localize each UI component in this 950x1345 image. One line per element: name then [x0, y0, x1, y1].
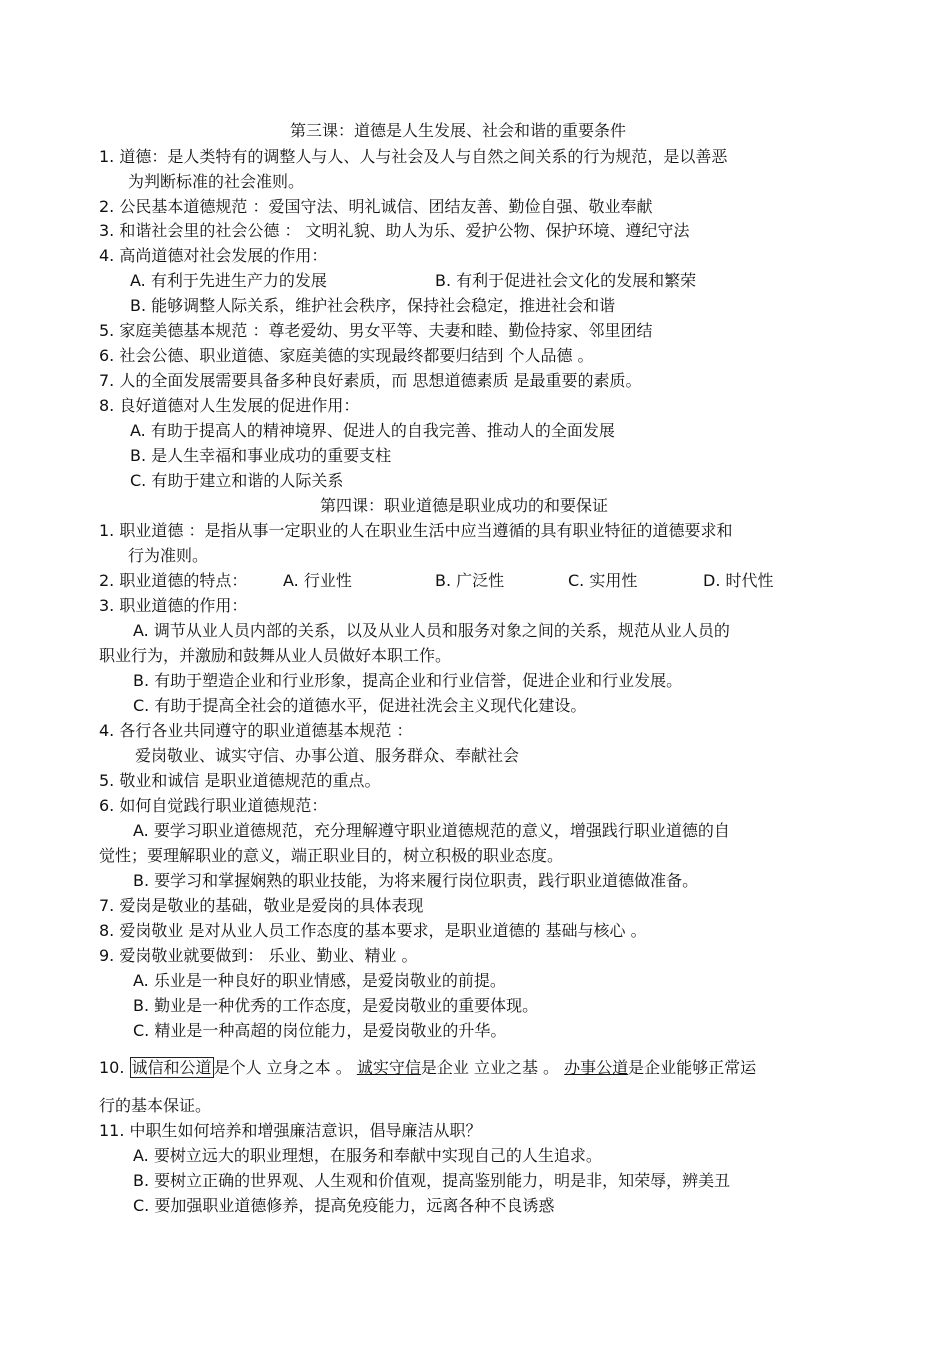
l3-item-6: 6. 社会公德、职业道德、家庭美德的实现最终都要归结到 个人品德 。	[99, 346, 594, 365]
l3-item-1-cont: 为判断标准的社会准则。	[128, 172, 305, 191]
l4-item-9: 9. 爱岗敬业就要做到： 乐业、勤业、精业 。	[99, 946, 418, 965]
l4-item-9a: A. 乐业是一种良好的职业情感，是爱岗敬业的前提。	[133, 971, 506, 990]
l3-item-3: 3. 和谐社会里的社会公德 ： 文明礼貌、助人为乐、爱护公物、保护环境、遵纪守法	[99, 221, 690, 240]
l4-item-2a: A. 行业性	[283, 571, 352, 590]
l4-item-8: 8. 爱岗敬业 是对从业人员工作态度的基本要求，是职业道德的 基础与核心 。	[99, 921, 647, 940]
l4-item-9b: B. 勤业是一种优秀的工作态度，是爱岗敬业的重要体现。	[133, 996, 539, 1015]
l4-item-2d: D. 时代性	[703, 571, 774, 590]
l4-item-1: 1. 职业道德 ：是指从事一定职业的人在职业生活中应当遵循的具有职业特征的道德要求和	[99, 521, 733, 540]
l3-item-8: 8. 良好道德对人生发展的促进作用：	[99, 396, 360, 415]
l3-item-4: 4. 高尚道德对社会发展的作用：	[99, 246, 328, 265]
l4-item-6b: B. 要学习和掌握娴熟的职业技能，为将来履行岗位职责，践行职业道德做准备。	[133, 871, 699, 890]
l3-item-8a: A. 有助于提高人的精神境界、促进人的自我完善、推动人的全面发展	[130, 421, 615, 440]
l4-item-11c: C. 要加强职业道德修养，提高免疫能力，远离各种不良诱惑	[133, 1196, 555, 1215]
l4-item-11a: A. 要树立远大的职业理想，在服务和奉献中实现自己的人生追求。	[133, 1146, 602, 1165]
l3-item-1: 1. 道德：是人类特有的调整人与人、人与社会及人与自然之间关系的行为规范，是以善恶	[99, 147, 728, 166]
l4-item-9c: C. 精业是一种高超的岗位能力，是爱岗敬业的升华。	[133, 1021, 507, 1040]
l4-item-7: 7. 爱岗是敬业的基础，敬业是爱岗的具体表现	[99, 896, 424, 915]
l3-item-4b: B. 有利于促进社会文化的发展和繁荣	[435, 271, 697, 290]
l3-item-4c: B. 能够调整人际关系，维护社会秩序，保持社会稳定，推进社会和谐	[130, 296, 616, 315]
l4-item-2c: C. 实用性	[568, 571, 638, 590]
l4-item-5: 5. 敬业和诚信 是职业道德规范的重点。	[99, 771, 381, 790]
lesson3-title: 第三课：道德是人生发展、社会和谐的重要条件	[290, 121, 627, 140]
l4-item-3: 3. 职业道德的作用：	[99, 596, 248, 615]
l4-item-6a: A. 要学习职业道德规范，充分理解遵守职业道德规范的意义，增强践行职业道德的自	[133, 821, 730, 840]
l4-item-6: 6. 如何自觉践行职业道德规范：	[99, 796, 328, 815]
item-10-text-3: 是企业能够正常运	[628, 1058, 757, 1077]
l3-item-8c: C. 有助于建立和谐的人际关系	[130, 471, 344, 490]
boxed-term: 诚信和公道	[131, 1058, 212, 1077]
l4-item-3a-cont: 职业行为，并激励和鼓舞从业人员做好本职工作。	[99, 646, 452, 665]
l4-item-10-cont: 行的基本保证。	[99, 1096, 212, 1115]
l3-item-4a: A. 有利于先进生产力的发展	[130, 271, 327, 290]
l4-item-4-cont: 爱岗敬业、诚实守信、办事公道、服务群众、奉献社会	[135, 746, 520, 765]
l4-item-11b: B. 要树立正确的世界观、人生观和价值观，提高鉴别能力，明是非，知荣辱，辨美丑	[133, 1171, 731, 1190]
item-10-text-2: 是企业 立业之基 。	[420, 1058, 560, 1077]
l4-item-3b: B. 有助于塑造企业和行业形象，提高企业和行业信誉，促进企业和行业发展。	[133, 671, 683, 690]
l4-item-11: 11. 中职生如何培养和增强廉洁意识，倡导廉洁从职？	[99, 1121, 482, 1140]
l3-item-7: 7. 人的全面发展需要具备多种良好素质，而 思想道德素质 是最重要的素质。	[99, 371, 642, 390]
lesson4-title: 第四课：职业道德是职业成功的和要保证	[320, 496, 609, 515]
l3-item-2: 2. 公民基本道德规范 ：爱国守法、明礼诚信、团结友善、勤俭自强、敬业奉献	[99, 197, 653, 216]
item-10-number: 10.	[99, 1058, 125, 1077]
l3-item-5: 5. 家庭美德基本规范 ：尊老爱幼、男女平等、夫妻和睦、勤俭持家、邻里团结	[99, 321, 653, 340]
l4-item-6a-cont: 觉性；要理解职业的意义，端正职业目的，树立积极的职业态度。	[99, 846, 564, 865]
l4-item-4: 4. 各行各业共同遵守的职业道德基本规范 ：	[99, 721, 413, 740]
l4-item-1-cont: 行为准则。	[128, 546, 209, 565]
l3-item-8b: B. 是人生幸福和事业成功的重要支柱	[130, 446, 392, 465]
l4-item-3c: C. 有助于提高全社会的道德水平，促进社洗会主义现代化建设。	[133, 696, 587, 715]
l4-item-10	[99, 1058, 756, 1078]
l4-item-3a: A. 调节从业人员内部的关系，以及从业人员和服务对象之间的关系，规范从业人员的	[133, 621, 730, 640]
l4-item-2b: B. 广泛性	[435, 571, 505, 590]
l4-item-2: 2. 职业道德的特点：	[99, 571, 248, 590]
item-10-text-1: 是个人 立身之本 。	[213, 1058, 352, 1077]
underlined-term-honesty: 诚实守信	[356, 1058, 421, 1077]
underlined-term-fairness: 办事公道	[564, 1058, 629, 1077]
